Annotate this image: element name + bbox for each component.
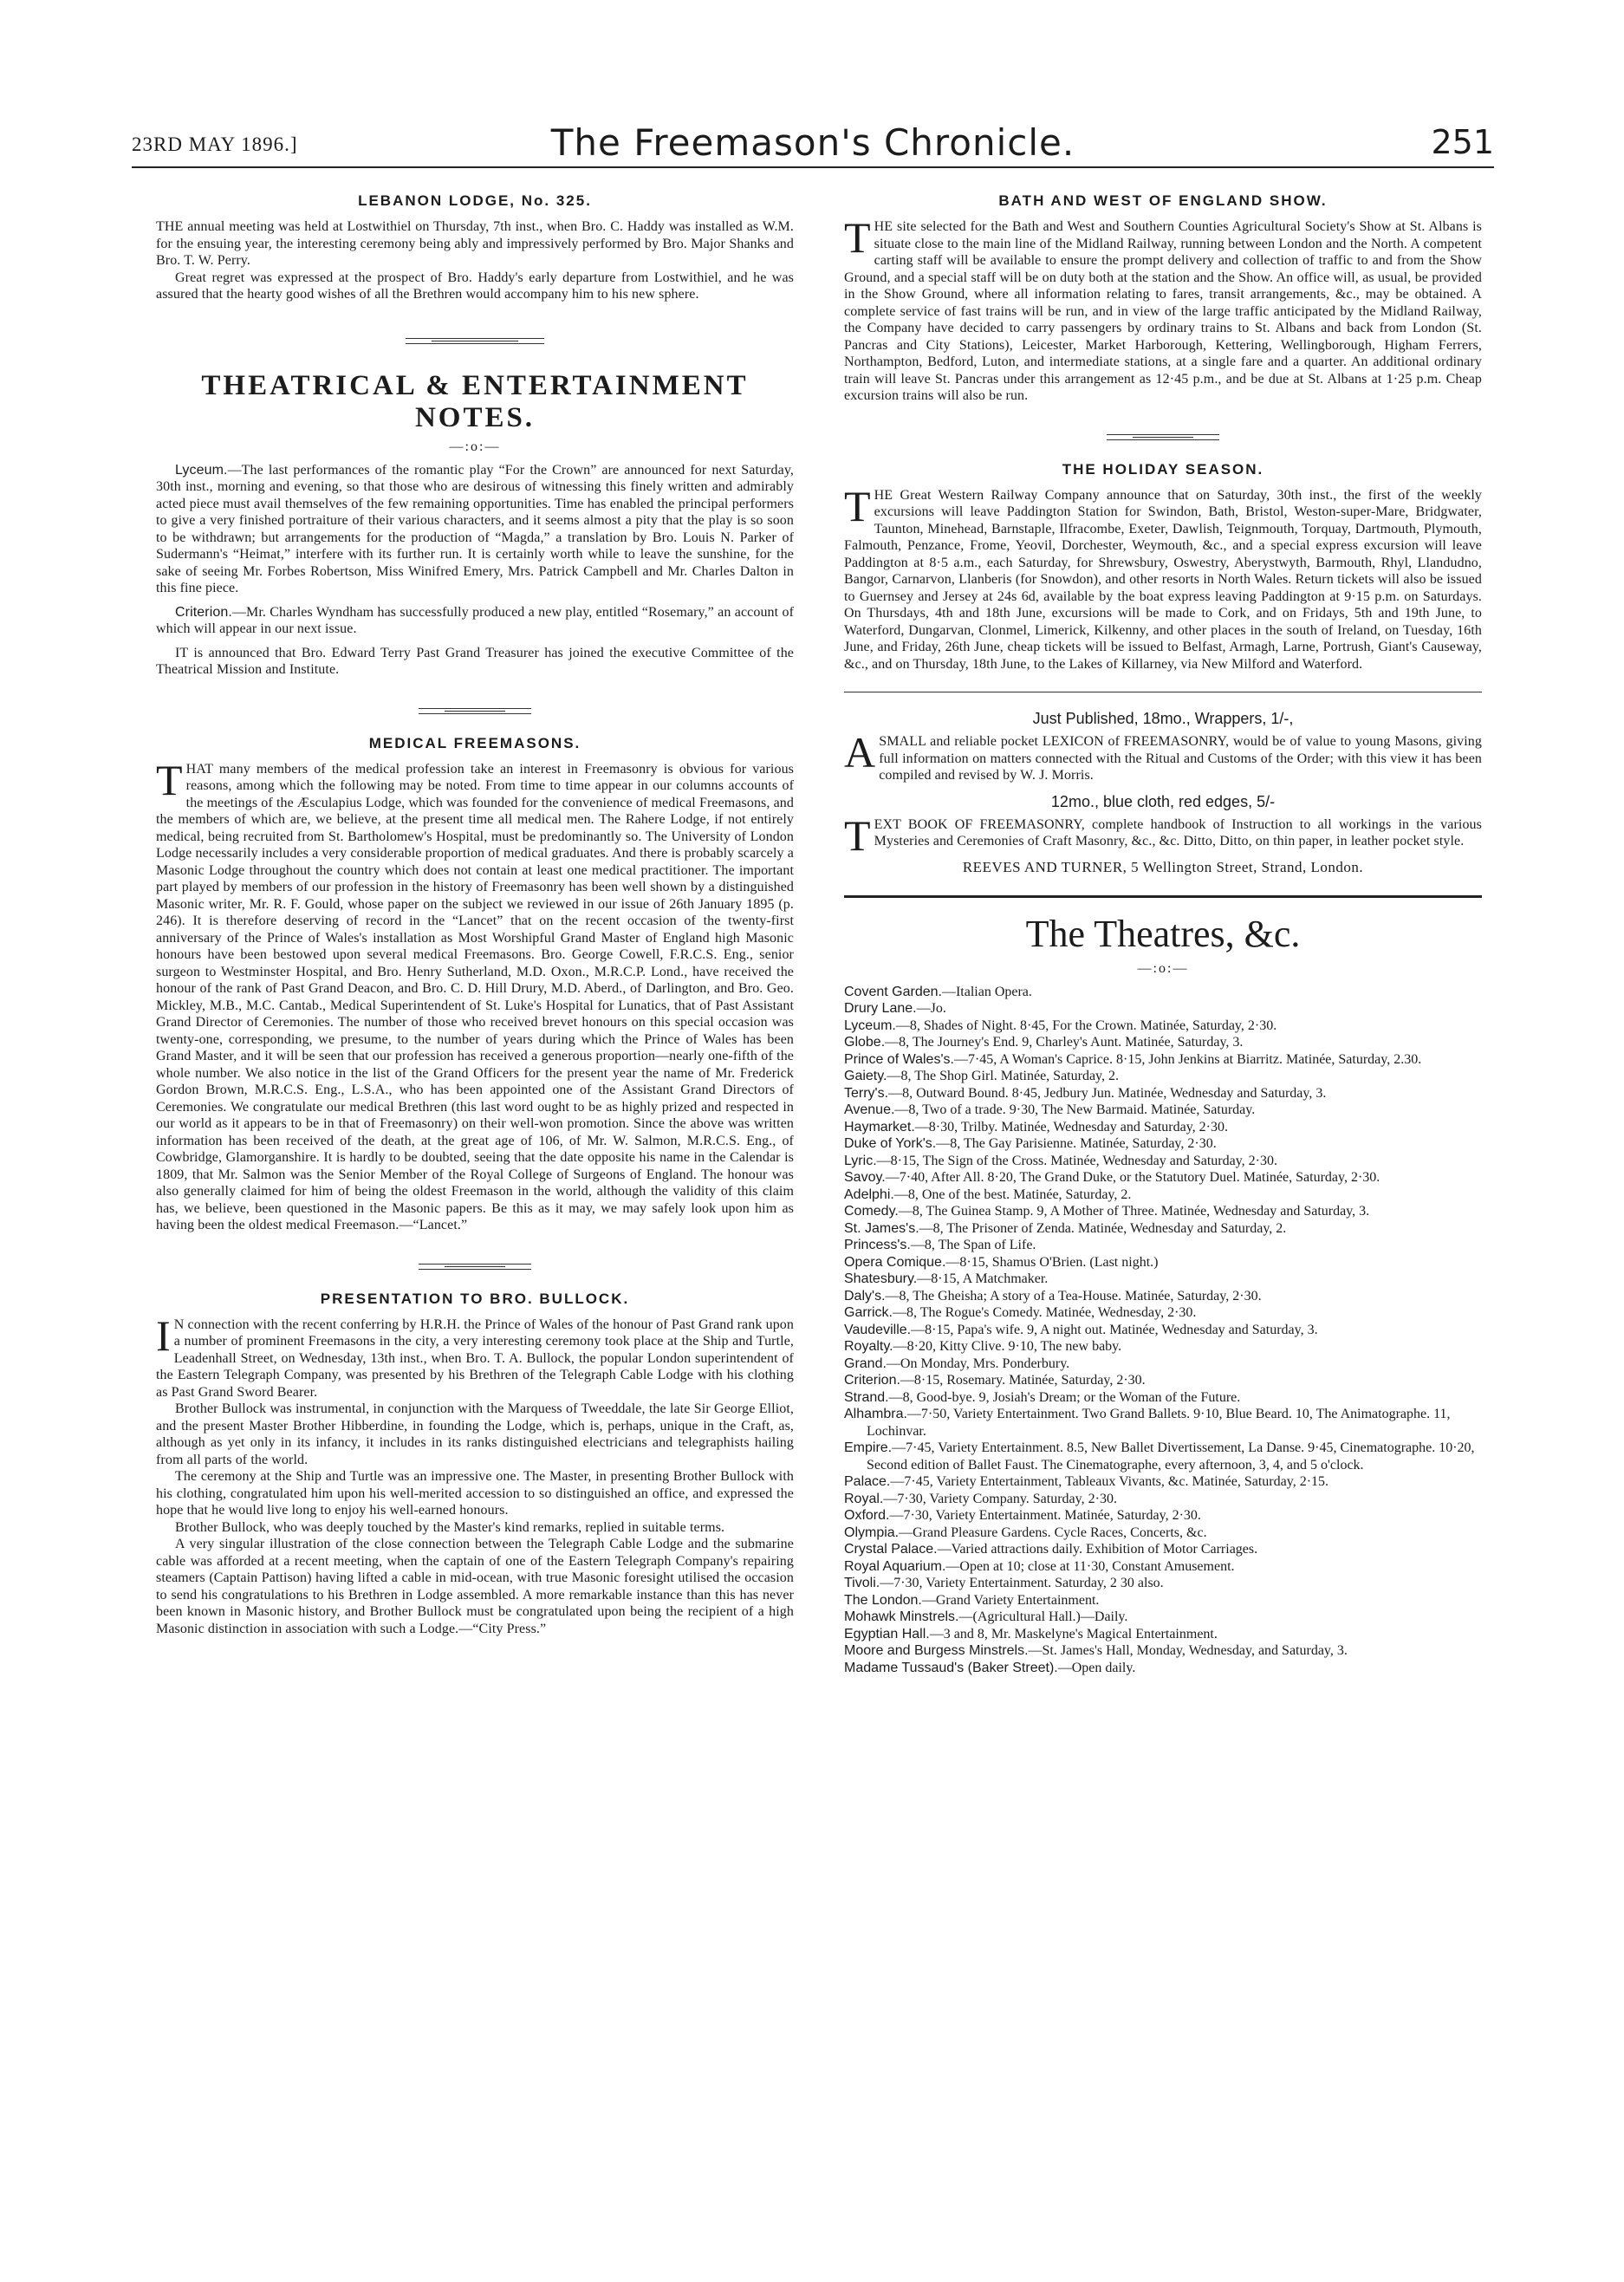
theatre-entry (844, 1473, 1482, 1491)
lebanon-lodge-heading: LEBANON LODGE, No. 325. (358, 192, 592, 209)
drop-cap: A (844, 728, 876, 777)
theatre-entry (844, 1153, 1482, 1170)
theatre-entry (844, 1085, 1482, 1102)
textbook-text: EXT BOOK OF FREEMASONRY, complete handbook of Instruction to all workings in the various Mysteries and Ceremonies of Craft Masonry, &c., &c. Ditto, Ditto, on thin paper, in leather pocket style. (874, 816, 1482, 848)
theatre-list (844, 984, 1482, 1677)
section-divider (419, 1264, 531, 1270)
theatre-name: Princess's. (844, 1238, 911, 1252)
theatre-entry (844, 1187, 1482, 1204)
theatre-programme: —8, The Gay Parisienne. Matinée, Saturday, 2·30. (936, 1136, 1217, 1151)
theatrical-notes-heading: THEATRICAL & ENTERTAINMENT NOTES. (201, 369, 749, 433)
holiday-season-article (844, 461, 1482, 673)
terry-note: IT is announced that Bro. Edward Terry Past Grand Treasurer has joined the executive Committee of the Theatrical Mission and Institute. (156, 645, 794, 677)
theatre-name: Moore and Burgess Minstrels. (844, 1643, 1029, 1658)
header-rule (132, 166, 1494, 168)
medical-freemasons-article (156, 735, 794, 1234)
textbook-price-line: 12mo., blue cloth, red edges, 5/- (1050, 792, 1276, 810)
theatre-programme: —7·40, After All. 8·20, The Grand Duke, or the Statutory Duel. Matinée, Saturday, 2·30. (885, 1170, 1380, 1185)
theatre-entry (844, 1169, 1482, 1187)
theatre-programme: —8·15, Rosemary. Matinée, Saturday, 2·30. (900, 1373, 1146, 1388)
theatre-programme: —8, The Gheisha; A story of a Tea-House. Matinée, Saturday, 2·30. (885, 1288, 1262, 1304)
theatre-entry (844, 1575, 1482, 1592)
lebanon-paragraph-1: THE annual meeting was held at Lostwithiel on Thursday, 7th inst., when Bro. C. Haddy was installed as W.M. for the ensuing year, the interesting ceremony being ably and impressively performed by Bro. Major Shanks and Bro. T. W. Perry. (156, 219, 794, 268)
lexicon-text: SMALL and reliable pocket LEXICON of FREEMASONRY, would be of value to young Masons, giving full information on matters connected with the Ritual and Customs of the Order; with this view it has been compiled and revised by W. J. Morris. (879, 734, 1482, 783)
lyceum-lead: Lyceum. (175, 462, 228, 478)
theatre-name: Gaiety. (844, 1069, 887, 1083)
theatre-entry (844, 1626, 1482, 1643)
theatre-name: Vaudeville. (844, 1322, 912, 1337)
theatre-entry (844, 1271, 1482, 1288)
section-divider (406, 338, 544, 344)
theatre-entry (844, 1558, 1482, 1576)
ornament-separator: —:o:— (449, 439, 501, 454)
theatre-programme: —8·15, A Matchmaker. (917, 1271, 1049, 1286)
left-column (156, 192, 794, 1637)
theatre-name: Prince of Wales's. (844, 1051, 954, 1067)
section-divider (1107, 434, 1219, 440)
theatres-top-rule (844, 895, 1482, 898)
theatrical-notes-article (156, 370, 794, 679)
theatre-entry (844, 1541, 1482, 1558)
theatre-entry (844, 1609, 1482, 1626)
theatre-entry (844, 1372, 1482, 1389)
theatre-entry (844, 1237, 1482, 1254)
theatre-programme: —8, One of the best. Matinée, Saturday, 2. (893, 1187, 1132, 1202)
theatre-programme: —8, The Guinea Stamp. 9, A Mother of Three. Matinée, Wednesday and Saturday, 3. (898, 1204, 1370, 1219)
theatre-name: Garrick. (844, 1305, 893, 1320)
theatre-name: Drury Lane. (844, 1001, 917, 1016)
theatre-name: Covent Garden. (844, 984, 942, 999)
theatre-entry (844, 1000, 1482, 1017)
holiday-season-heading: THE HOLIDAY SEASON. (1062, 460, 1264, 478)
ornament-separator: —:o:— (1137, 960, 1189, 976)
theatre-entry (844, 1440, 1482, 1473)
medical-freemasons-heading: MEDICAL FREEMASONS. (368, 734, 581, 751)
criterion-note (156, 604, 794, 638)
drop-cap: T (844, 213, 871, 262)
theatre-programme: —8, Shades of Night. 8·45, For the Crown. Matinée, Saturday, 2·30. (895, 1017, 1277, 1033)
theatre-entry (844, 1119, 1482, 1136)
theatre-programme: —Grand Pleasure Gardens. Cycle Races, Concerts, &c. (899, 1525, 1207, 1540)
theatre-name: Strand. (844, 1389, 889, 1405)
theatre-programme: —8, The Span of Life. (910, 1238, 1036, 1252)
theatre-name: Lyric. (844, 1153, 877, 1168)
theatre-name: Daly's. (844, 1288, 886, 1304)
theatre-entry (844, 1135, 1482, 1153)
theatre-name: Palace. (844, 1474, 891, 1489)
lebanon-paragraph-2: Great regret was expressed at the prospect of Bro. Haddy's early departure from Lostwithiel, and he was assured that the hearty good wishes of all the Brethren would accompany him to his new sphere. (156, 270, 794, 302)
theatre-programme: —8, The Journey's End. 9, Charley's Aunt. Matinée, Saturday, 3. (885, 1035, 1244, 1050)
section-divider (419, 708, 531, 714)
theatre-name: Olympia. (844, 1525, 900, 1540)
issue-date: 23RD MAY 1896.] (132, 133, 298, 155)
theatre-programme: —Open at 10; close at 11·30, Constant Amusement. (945, 1558, 1235, 1574)
medical-text: HAT many members of the medical profession take an interest in Freemasonry is obvious for various reasons, among which the following may be noted. From time to time appear in our columns accounts of the meetings of the Æsculapius Lodge, which was founded for the convenience of medical Freemasons, and the members of which are, we believe, at the present time all medical men. The Rahere Lodge, if not entirely medical, being recruited from St. Bartholomew's Hospital, must be predominantly so. The University of London Lodge necessarily includes a very considerable proportion of medical graduates. And there is probably scarcely a Masonic Lodge throughout the country which does not contain at least one medical practitioner. The important part played by members of our profession in the history of Freemasonry has been well shown by a distinguished Masonic writer, Mr. R. F. Gould, whose paper on the subject we reviewed in our issue of 26th January 1895 (p. 246). It is therefore deserving of record in the “Lancet” that on the recent occasion of the twenty-first anniversary of the Prince of Wales's installation as Most Worshipful Grand Master of England high Masonic honours have been bestowed upon several medical Freemasons. Bro. George Cowell, F.R.C.S. Eng., senior surgeon to Westminster Hospital, and Bro. Henry Sutherland, M.D. Oxon., M.R.C.P. Lond., have received the honour of the rank of Past Grand Deacon, and Bro. C. D. Hill Drury, M.D. Aberd., of Darlington, and Bro. Geo. Mickley, M.B., M.C. Cantab., Medical Superintendent of St. Luke's Hospital for Lunatics, that of Past Assistant Grand Director of Ceremonies. The number of those who received brevet honours on this special occasion was twenty-one, corresponding, we presume, to the number of years during which the Prince of Wales has been Grand Master, and it will be seen that our profession has received a generous proportion—nearly one-fifth of the whole number. We also notice in the list of the Grand Officers for the present year the name of Mr. Frederick Gordon Brown, M.R.C.S. Eng., L.S.A., who has been appointed one of the Assistant Grand Directors of Ceremonies. We congratulate our medical Brethren (this last word ought to be as highly prized and respected in our world as it appears to be in that of Freemasonry) on their well-won promotion. Since the above was written information has been received of the death, at the great age of 106, of Mr. W. Salmon, M.R.C.S. Eng., of Cowbridge, Glamorganshire. It is hardly to be doubted, seeing that the date opposite his name in the Calendar is 1809, that Mr. Salmon was the Senior Member of the Royal College of Surgeons of England. The honour was also generally claimed for him of being the oldest Freemason in the world, although the validity of this claim has, we believe, been questioned in the Masonic papers. Be this as it may, we may safely look upon him as having been the oldest medical Freemason.—“Lancet.” (156, 761, 794, 1232)
presentation-article (156, 1291, 794, 1638)
lexicon-price-line: Just Published, 18mo., Wrappers, 1/-, (1032, 710, 1294, 727)
presentation-paragraph-1 (156, 1310, 794, 1401)
drop-cap: T (844, 481, 871, 530)
drop-cap: I (156, 1310, 171, 1360)
theatre-programme: —Grand Variety Entertainment. (921, 1592, 1100, 1608)
theatre-programme: —3 and 8, Mr. Maskelyne's Magical Entertainment. (929, 1626, 1218, 1642)
masthead-title: The Freemason's Chronicle. (550, 121, 1075, 164)
theatre-name: The London. (844, 1592, 922, 1608)
drop-cap: T (844, 810, 871, 860)
presentation-paragraph-3: The ceremony at the Ship and Turtle was an impressive one. The Master, in presenting Brother Bullock with his clothing, congratulated him upon his well-merited accession to so distinguished an office, and expressed the hope that he would live long to enjoy his well-earned honours. (156, 1469, 794, 1518)
theatre-programme: —8, The Prisoner of Zenda. Matinée, Wednesday and Saturday, 2. (919, 1220, 1287, 1236)
theatre-entry (844, 1254, 1482, 1271)
drop-cap: T (156, 755, 183, 804)
presentation-paragraph-5: A very singular illustration of the close connection between the Telegraph Cable Lodge and the submarine cable was afforded at a recent meeting, when the captain of one of the Eastern Telegraph Company's repairing steamers (Captain Pattison) having lifted a cable in mid-ocean, with true Masonic foresight utilised the occasion to send his congratulations to his Brethren in Lodge assembled. A more remarkable instance than this has never been known in Masonic history, and Brother Bullock must be congratulated upon being the recipient of a high Masonic distinction in association with such a Lodge.—“City Press.” (156, 1537, 794, 1636)
presentation-text-1: N connection with the recent conferring by H.R.H. the Prince of Wales of the honour of Past Grand rank upon a number of prominent Freemasons in the city, a very interesting ceremony took place at the Ship and Turtle, Leadenhall Street, on Wednesday, 13th inst., when Bro. T. A. Bullock, the popular London superintendent of the Eastern Telegraph Company, was presented by his Brethren of the Telegraph Cable Lodge with his clothing as Past Grand Sword Bearer. (156, 1317, 794, 1400)
theatre-programme: —8·15, Papa's wife. 9, A night out. Matinée, Wednesday and Saturday, 3. (911, 1322, 1318, 1337)
theatre-programme: —8, The Shop Girl. Matinée, Saturday, 2. (887, 1069, 1120, 1083)
theatre-name: Madame Tussaud's (Baker Street). (844, 1660, 1058, 1675)
theatre-programme: —8, The Rogue's Comedy. Matinée, Wednesday, 2·30. (893, 1305, 1197, 1320)
theatre-entry (844, 1102, 1482, 1119)
running-head (132, 120, 1494, 170)
theatre-programme: —On Monday, Mrs. Ponderbury. (886, 1356, 1070, 1371)
textbook-description (844, 810, 1482, 860)
bath-show-paragraph (844, 213, 1482, 405)
bath-show-heading: BATH AND WEST OF ENGLAND SHOW. (998, 192, 1328, 209)
theatre-programme: —7·45, Variety Entertainment, Tableaux Vivants, &c. Matinée, Saturday, 2·15. (890, 1474, 1329, 1489)
theatres-listing (844, 912, 1482, 1677)
theatre-programme: —8, Two of a trade. 9·30, The New Barmaid. Matinée, Saturday. (894, 1102, 1256, 1117)
theatre-entry (844, 1017, 1482, 1035)
theatre-programme: —8·15, The Sign of the Cross. Matinée, Wednesday and Saturday, 2·30. (876, 1153, 1277, 1168)
theatre-entry (844, 1356, 1482, 1373)
theatre-programme: —8, Good-bye. 9, Josiah's Dream; or the Woman of the Future. (888, 1389, 1241, 1405)
theatre-programme: —7·45, Variety Entertainment. 8.5, New Ballet Divertissement, La Danse. 9·45, Cinematographe. 10·20, Second edition of Ballet Faust. The Cinematographe, every afternoon, 3, 4, and 5 o'clock. (867, 1440, 1475, 1473)
theatre-programme: —8, Outward Bound. 8·45, Jedbury Jun. Matinée, Wednesday and Saturday, 3. (888, 1085, 1327, 1101)
theatre-entry (844, 1642, 1482, 1660)
theatre-entry (844, 1338, 1482, 1356)
lyceum-note (156, 462, 794, 597)
theatre-entry (844, 1203, 1482, 1220)
theatre-name: Royal. (844, 1491, 884, 1506)
theatre-programme: —8·20, Kitty Clive. 9·10, The new baby. (893, 1339, 1122, 1354)
theatre-name: Terry's. (844, 1085, 889, 1101)
theatre-entry (844, 1592, 1482, 1609)
page-number: 251 (1431, 123, 1494, 161)
theatre-name: Grand. (844, 1356, 887, 1371)
theatre-name: Royal Aquarium. (844, 1558, 946, 1574)
theatre-entry (844, 1068, 1482, 1085)
presentation-paragraph-2: Brother Bullock was instrumental, in conjunction with the Marquess of Tweeddale, the late Sir George Elliot, and the present Master Brother Hibberdine, in founding the Lodge, which is, perhaps, unique in the Craft, as, although as yet only in its infancy, it includes in its ranks distinguished electricians and telegraphists hailing from all parts of the world. (156, 1401, 794, 1467)
theatres-heading: The Theatres, &c. (1025, 912, 1301, 955)
theatre-entry (844, 1525, 1482, 1542)
theatre-name: Shatesbury. (844, 1271, 918, 1286)
theatre-name: Alhambra. (844, 1407, 907, 1421)
right-column (844, 192, 1482, 1676)
lexicon-description (844, 728, 1482, 784)
theatre-entry (844, 1304, 1482, 1322)
theatre-programme: —Italian Opera. (941, 984, 1032, 999)
theatre-name: Oxford. (844, 1508, 890, 1523)
theatre-name: Haymarket. (844, 1119, 915, 1134)
holiday-season-paragraph (844, 481, 1482, 673)
theatre-programme: —(Agricultural Hall.)—Daily. (958, 1609, 1128, 1624)
bath-show-article (844, 192, 1482, 405)
theatre-name: Egyptian Hall. (844, 1626, 930, 1642)
criterion-lead: Criterion. (175, 604, 232, 620)
theatre-name: Mohawk Minstrels. (844, 1609, 959, 1624)
lyceum-text: —The last performances of the romantic play “For the Crown” are announced for next Saturday, 30th inst., morning and evening, so that those who are desirous of witnessing this finely written and admirably acted piece must avail themselves of the few remaining opportunities. Time has enabled the principal performers to give a very finished portraiture of their various characters, and it seems almost a pity that the play is so soon to be withdrawn; but arrangements for the production of “Magda,” a translation by Bro. Louis N. Parker of Sudermann's “Heimat,” interfere with its further run. It is certainly worth while to leave the sunshine, for the sake of seeing Mr. Forbes Robertson, Miss Winifred Emery, Mrs. Patrick Campbell and Mr. Charles Dalton in this fine piece. (156, 462, 794, 595)
theatre-entry (844, 1406, 1482, 1440)
theatre-programme: —Varied attractions daily. Exhibition of Motor Carriages. (937, 1542, 1258, 1557)
theatre-entry (844, 1322, 1482, 1339)
presentation-heading: PRESENTATION TO BRO. BULLOCK. (320, 1290, 630, 1307)
theatre-name: Crystal Palace. (844, 1542, 938, 1557)
theatre-name: St. James's. (844, 1220, 919, 1236)
theatre-entry (844, 984, 1482, 1001)
theatre-entry (844, 1660, 1482, 1677)
theatre-name: Comedy. (844, 1204, 899, 1219)
theatre-name: Adelphi. (844, 1187, 894, 1202)
theatre-programme: —7·45, A Woman's Caprice. 8·15, John Jenkins at Biarritz. Matinée, Saturday, 2.30. (953, 1051, 1422, 1067)
theatre-name: Empire. (844, 1440, 893, 1455)
theatre-name: Tivoli. (844, 1576, 880, 1590)
criterion-text: —Mr. Charles Wyndham has successfully produced a new play, entitled “Rosemary,” an account of which will appear in our next issue. (156, 604, 794, 636)
theatre-name: Criterion. (844, 1373, 900, 1388)
theatre-entry (844, 1220, 1482, 1238)
medical-paragraph (156, 755, 794, 1234)
theatre-entry (844, 1051, 1482, 1069)
theatre-programme: —7·30, Variety Entertainment. Matinée, Saturday, 2·30. (889, 1508, 1201, 1523)
theatre-programme: —8·30, Trilby. Matinée, Wednesday and Saturday, 2·30. (914, 1119, 1228, 1134)
theatre-programme: —7·30, Variety Company. Saturday, 2·30. (883, 1491, 1117, 1506)
theatre-entry (844, 1491, 1482, 1508)
theatre-programme: —7·30, Variety Entertainment. Saturday, 2 30 also. (880, 1576, 1164, 1590)
theatre-entry (844, 1507, 1482, 1525)
theatre-entry (844, 1389, 1482, 1407)
presentation-paragraph-4: Brother Bullock, who was deeply touched by the Master's kind remarks, replied in suitable terms. (175, 1519, 725, 1535)
theatre-programme: —Jo. (916, 1001, 946, 1016)
theatre-programme: —8·15, Shamus O'Brien. (Last night.) (945, 1254, 1159, 1270)
theatre-entry (844, 1034, 1482, 1051)
holiday-season-text: HE Great Western Railway Company announce that on Saturday, 30th inst., the first of the weekly excursions will leave Paddington Station for Swindon, Bath, Bristol, Weston-super-Mare, Bridgwater, Taunton, Minehead, Barnstaple, Ilfracombe, Exeter, Dawlish, Teignmouth, Torquay, Dartmouth, Plymouth, Falmouth, Penzance, Frome, Yeovil, Dorchester, Weymouth, &c., and a special express excursion will leave Paddington at 8·5 a.m., each Saturday, for Shrewsbury, Oswestry, Aberystwyth, Barmouth, Rhyl, Llandudno, Bangor, Carnarvon, Llanberis (for Snowdon), and other resorts in North Wales. Return tickets will also be issued to Guernsey and Jersey at 24s 6d, available by the boat express leaving Paddington at 9·15 p.m. on Saturdays. On Thursdays, 4th and 18th June, excursions will be made to Cork, and on Fridays, 5th and 19th June, to Waterford, Dungarvan, Clonmel, Limerick, Kilkenny, and other places in the south of Ireland, on Tuesday, 16th June, and Friday, 26th June, cheap tickets will be issued to Belfast, Armagh, Larne, Portrush, Giant's Causeway, &c., and on Thursday, 18th June, to the Lakes of Killarney, via New Milford and Waterford. (844, 487, 1482, 672)
theatre-programme: —Open daily. (1057, 1660, 1136, 1675)
theatre-programme: —7·50, Variety Entertainment. Two Grand Ballets. 9·10, Blue Beard. 10, The Animatographe. 11, Lochinvar. (867, 1407, 1451, 1439)
theatre-name: Royalty. (844, 1339, 893, 1354)
publisher-line: REEVES AND TURNER, 5 Wellington Street, Strand, London. (962, 858, 1364, 875)
theatre-programme: —St. James's Hall, Monday, Wednesday, and Saturday, 3. (1028, 1643, 1348, 1658)
theatre-name: Opera Comique. (844, 1254, 946, 1270)
book-advertisement (844, 710, 1482, 876)
theatre-name: Globe. (844, 1035, 886, 1050)
theatre-name: Lyceum. (844, 1017, 896, 1033)
theatre-name: Savoy. (844, 1170, 886, 1185)
theatre-entry (844, 1288, 1482, 1305)
bath-show-text: HE site selected for the Bath and West and Southern Counties Agricultural Society's Show at St. Albans is situate close to the main line of the Midland Railway, running between London and the North. A competent carting staff will be available to ensure the prompt delivery and collection of traffic to and from the Show Ground, and a special staff will be on duty both at the station and the Show. An office will, as usual, be provided in the Show Ground, where all information relating to fares, transit arrangements, &c., may be obtained. A complete service of fast trains will be run, and in view of the large traffic anticipated by the Midland Railway, the Company have decided to carry passengers by ordinary trains to St. Albans and back from London (St. Pancras and City Stations), Leicester, Market Harborough, Kettering, Wellingborough, Higham Ferrers, Northampton, Bedford, Luton, and intermediate stations, at a single fare and a quarter. An additional ordinary train will leave St. Pancras under this arrangement as 12·45 p.m., and be due at St. Albans at 1·25 p.m. Cheap excursion trains will also be run. (844, 219, 1482, 403)
theatre-name: Duke of York's. (844, 1136, 937, 1151)
theatre-name: Avenue. (844, 1102, 895, 1117)
lebanon-lodge-article (156, 192, 794, 303)
